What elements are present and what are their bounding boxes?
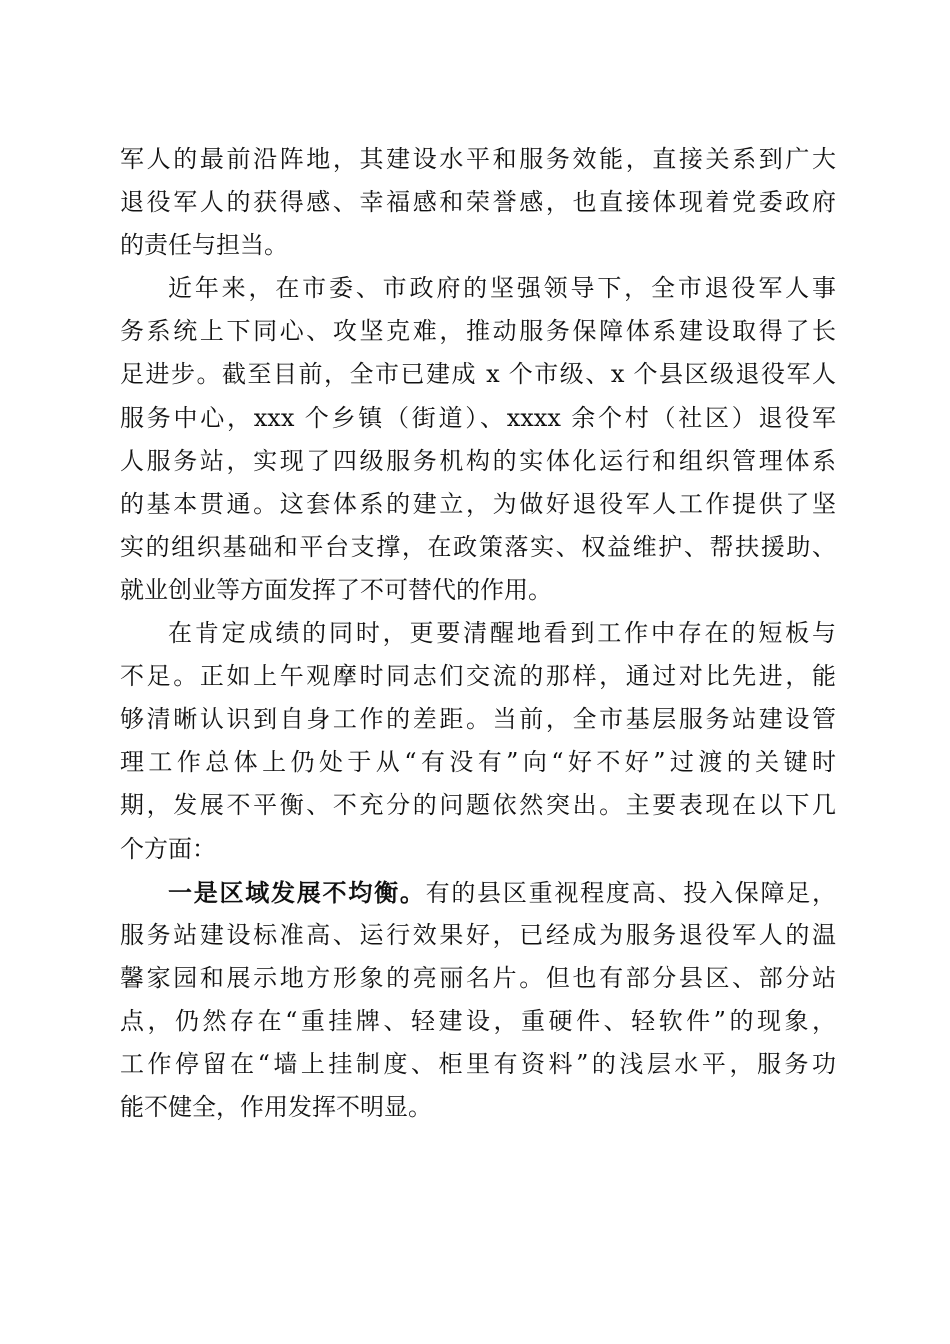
paragraph-lead-heading: 一是区域发展不均衡。 [168, 877, 426, 907]
text-line: 在肯定成绩的同时，更要清醒地看到工作中存在的短板与 [168, 619, 836, 648]
text-line: 的基本贯通。这套体系的建立，为做好退役军人工作提供了坚 [120, 489, 836, 518]
text-line: 期，发展不平衡、不充分的问题依然突出。主要表现在以下几 [120, 791, 836, 820]
lead-line-rest: 有的县区重视程度高、投入保障足， [425, 878, 837, 907]
text-line: 工作停留在“墙上挂制度、柜里有资料”的浅层水平，服务功 [120, 1049, 836, 1078]
body-text [120, 138, 836, 1129]
text-line: 近年来，在市委、市政府的坚强领导下，全市退役军人事 [168, 274, 836, 303]
text-line: 的责任与担当。 [120, 231, 288, 260]
paragraph-3 [120, 612, 836, 871]
text-line: 能不健全，作用发挥不明显。 [120, 1093, 432, 1122]
text-line: 服务中心，xxx 个乡镇（街道）、xxxx 余个村（社区）退役军 [120, 403, 836, 432]
text-line: 馨家园和展示地方形象的亮丽名片。但也有部分县区、部分站 [120, 963, 836, 992]
text-line: 个方面： [120, 834, 216, 863]
text-line: 够清晰认识到自身工作的差距。当前，全市基层服务站建设管 [120, 705, 836, 734]
text-line: 军人的最前沿阵地，其建设水平和服务效能，直接关系到广大 [120, 145, 836, 173]
text-line: 人服务站，实现了四级服务机构的实体化运行和组织管理体系 [120, 446, 836, 475]
paragraph-4 [120, 871, 836, 1130]
text-line: 足进步。截至目前，全市已建成 x 个市级、x 个县区级退役军人 [120, 360, 836, 389]
paragraph-1 [120, 138, 836, 267]
text-line: 点，仍然存在“重挂牌、轻建设，重硬件、轻软件”的现象， [120, 1006, 836, 1035]
paragraph-2 [120, 267, 836, 612]
text-line: 务系统上下同心、攻坚克难，推动服务保障体系建设取得了长 [120, 317, 836, 346]
text-line: 理工作总体上仍处于从“有没有”向“好不好”过渡的关键时 [120, 748, 836, 777]
text-line: 不足。正如上午观摩时同志们交流的那样，通过对比先进，能 [120, 662, 836, 691]
text-line: 实的组织基础和平台支撑，在政策落实、权益维护、帮扶援助、 [120, 532, 836, 561]
text-line: 服务站建设标准高、运行效果好，已经成为服务退役军人的温 [120, 920, 836, 949]
text-line: 就业创业等方面发挥了不可替代的作用。 [120, 575, 552, 604]
text-line: 退役军人的获得感、幸福感和荣誉感，也直接体现着党委政府 [120, 188, 836, 217]
text-line [120, 871, 836, 914]
